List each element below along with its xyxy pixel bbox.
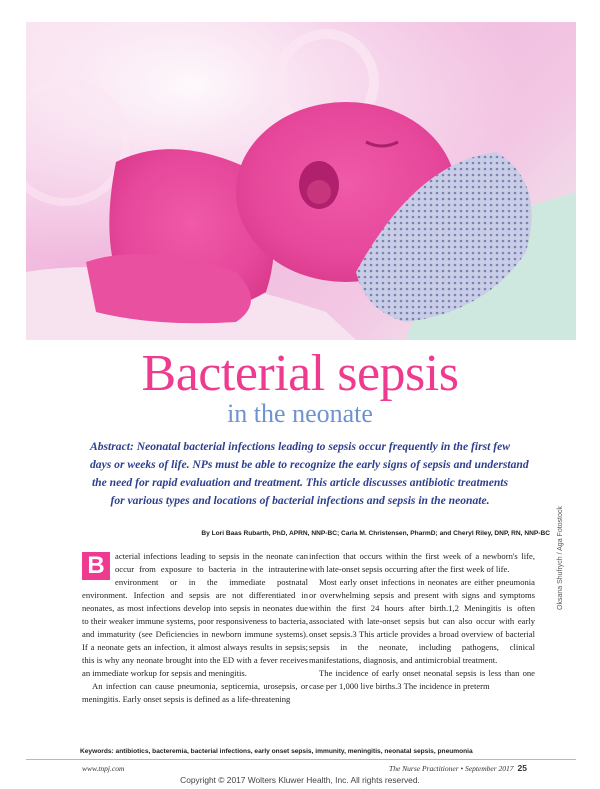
- photo-credit: Oksana Shufrych / Aga Fotostock: [557, 506, 564, 610]
- body-column-1: [82, 550, 308, 706]
- body-paragraph: [82, 550, 308, 680]
- body-column-2: [309, 550, 535, 693]
- page-number: 25: [517, 763, 527, 773]
- abstract-line: days or weeks of life. NPs must be able to recognize the early signs of sepsis and understand: [90, 458, 529, 471]
- abstract: [90, 438, 529, 510]
- footer-url: www.tnpj.com: [82, 764, 125, 773]
- copyright: Copyright © 2017 Wolters Kluwer Health, Inc. All rights reserved.: [180, 775, 420, 785]
- journal-name: The Nurse Practitioner • September 2017: [389, 764, 514, 773]
- photo-illustration: [26, 22, 576, 340]
- footer-divider: [26, 759, 576, 760]
- abstract-line: for various types and locations of bacterial infections and sepsis in the neonate.: [110, 494, 490, 507]
- article-subtitle: in the neonate: [227, 399, 373, 428]
- body-paragraph: An infection can cause pneumonia, septicemia, urosepsis, or meningitis. Early onset sepsis is defined as a life-threatening: [82, 681, 308, 704]
- keywords: Keywords: antibiotics, bacteremia, bacterial infections, early onset sepsis, immunity, meningitis, neonatal sepsis, pneumonia: [80, 748, 473, 755]
- paragraph-text: acterial infections leading to sepsis in the neonate can occur from exposure to bacteria in the intrauterine environment or in the immediate postnatal environment. Infection and sepsis are not differentiated in neonates, as most infections develop into sepsis in neonates due to their weaker immune systems, poor responsiveness to bacteria, and immaturity (see Deficiencies in newborn immune systems). If a neonate gets an infection, it almost always results in sepsis; this is why any neonate brought into the ED with a fever receives an immediate workup for sepsis and meningitis.: [82, 551, 308, 678]
- byline: By Lori Baas Rubarth, PhD, APRN, NNP-BC; Carla M. Christensen, PharmD; and Cheryl Riley, DNP, RN, NNP-BC: [201, 530, 550, 537]
- dropcap: B: [82, 552, 110, 580]
- footer-journal: [389, 763, 527, 773]
- body-paragraph: Most early onset infections in neonates are either pneumonia or overwhelming sepsis and present with signs and symptoms within the first 24 hours after birth.1,2 Meningitis is often associated with late-onset sepsis but can also occur with early onset sepsis.3 This article provides a broad overview of bacterial sepsis in the neonate, including pathogens, clinical manifestations, diagnosis, and antimicrobial treatment.: [309, 577, 535, 665]
- abstract-line: the need for rapid evaluation and treatment. This article discusses antibiotic treatments: [91, 476, 509, 489]
- newborn-photo: [26, 22, 576, 340]
- abstract-line: Abstract: Neonatal bacterial infections leading to sepsis occur frequently in the first few: [90, 440, 510, 453]
- body-paragraph: The incidence of early onset neonatal sepsis is less than one case per 1,000 live births.3 The incidence in preterm: [309, 668, 535, 691]
- body-paragraph: infection that occurs within the first week of a newborn's life, with late-onset sepsis occurring after the first week of life.: [309, 551, 535, 574]
- article-title: Bacterial sepsis: [141, 345, 459, 402]
